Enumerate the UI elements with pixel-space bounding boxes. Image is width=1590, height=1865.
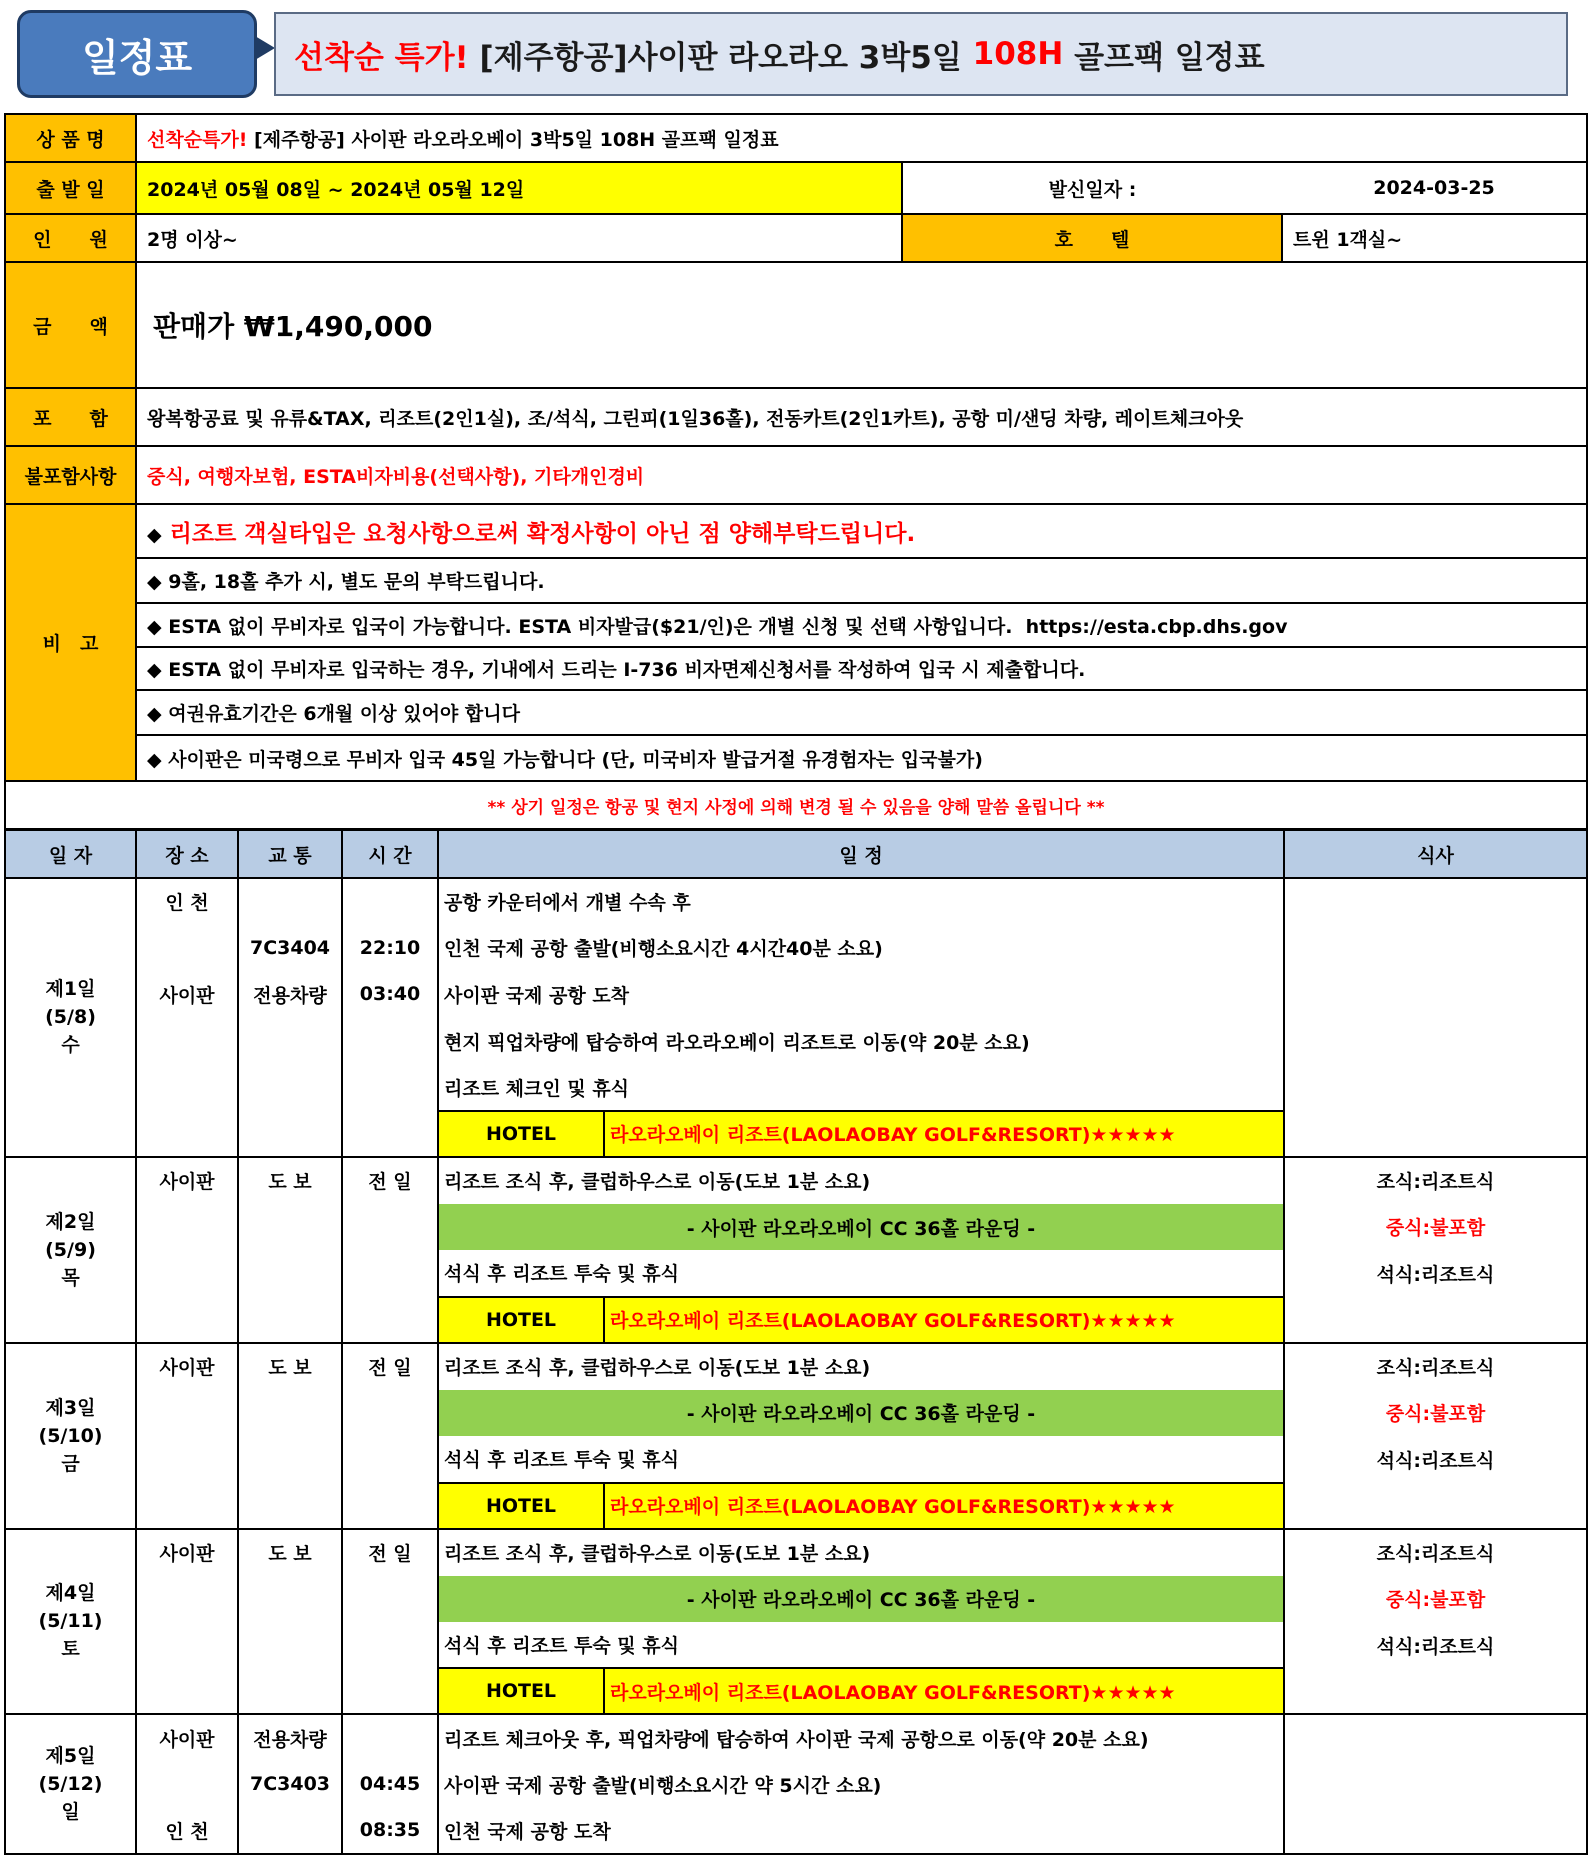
time-cell: 22:10 (342, 925, 438, 972)
meal-dinner: 석식:리조트식 (1284, 1250, 1587, 1297)
hotel-row (5, 1483, 1587, 1529)
golf-round: - 사이판 라오라오베이 CC 36홀 라운딩 - (438, 1204, 1284, 1251)
page-title (274, 12, 1568, 96)
note-item (136, 690, 1587, 735)
col-meal: 식사 (1284, 830, 1587, 878)
issue-value: 2024-03-25 (1282, 162, 1587, 214)
golf-round: - 사이판 라오라오베이 CC 36홀 라운딩 - (438, 1389, 1284, 1436)
meal-breakfast: 조식:리조트식 (1284, 1529, 1587, 1576)
people-value: 2명 이상~ (136, 214, 902, 262)
hotel-row (5, 1297, 1587, 1343)
note-item (136, 558, 1587, 603)
day-date: (5/9) (45, 1238, 96, 1261)
bullet-icon: ◆ (147, 659, 162, 681)
transport-cell: 도 보 (238, 1529, 342, 1576)
note-item (136, 735, 1587, 781)
note-item (136, 504, 1587, 558)
price-row (5, 262, 1587, 388)
transport-cell: 7C3403 (238, 1761, 342, 1808)
depart-value: 2024년 05월 08일 ~ 2024년 05월 12일 (136, 162, 902, 214)
people-label: 인 원 (5, 214, 136, 262)
exclude-label: 불포함사항 (5, 446, 136, 504)
schedule-badge: 일정표 (17, 10, 257, 98)
product-text: [제주항공] 사이판 라오라오베이 3박5일 108H 골프팩 일정표 (247, 128, 779, 151)
product-row (5, 114, 1587, 162)
exclude-row (5, 446, 1587, 504)
meal-cell (1284, 878, 1587, 1157)
note-text: ESTA 없이 무비자로 입국하는 경우, 기내에서 드리는 I-736 비자면제신청서를 작성하여 입국 시 제출합니다. (168, 659, 1086, 681)
itinerary-line: 인천 국제 공항 도착 (438, 1808, 1284, 1855)
note-row (5, 647, 1587, 690)
note-row (5, 504, 1587, 558)
itinerary-line: 리조트 체크인 및 휴식 (438, 1064, 1284, 1111)
include-row (5, 388, 1587, 446)
time-cell: 08:35 (342, 1808, 438, 1855)
disclaimer-row (5, 781, 1587, 829)
table-row (5, 1204, 1587, 1251)
meal-breakfast: 조식:리조트식 (1284, 1157, 1587, 1204)
day-label: 제1일 (45, 978, 96, 1001)
place-cell: 사이판 (136, 971, 238, 1018)
title-highlight: 선착순 특가! (294, 39, 469, 76)
transport-cell: 전용차량 (238, 1714, 342, 1761)
day-weekday: 일 (61, 1801, 80, 1824)
schedule-header-row (5, 830, 1587, 878)
table-row (5, 1575, 1587, 1622)
day-label: 제2일 (45, 1210, 96, 1233)
hotel-value: 트윈 1객실~ (1282, 214, 1587, 262)
table-row (5, 1436, 1587, 1483)
itinerary-line: 석식 후 리조트 투숙 및 휴식 (438, 1436, 1284, 1483)
day-label: 제5일 (45, 1745, 96, 1768)
meal-lunch: 중식:불포함 (1284, 1389, 1587, 1436)
day-date: (5/10) (38, 1424, 103, 1447)
day-label: 제4일 (45, 1582, 96, 1605)
note-text: 사이판은 미국령으로 무비자 입국 45일 가능합니다 (단, 미국비자 발급거절 유경험자는 입국불가) (168, 748, 983, 771)
bullet-icon: ◆ (147, 523, 162, 546)
day-cell (5, 1529, 136, 1715)
price-value: 판매가 ₩1,490,000 (136, 262, 1587, 388)
itinerary-line: 리조트 조식 후, 클럽하우스로 이동(도보 1분 소요) (438, 1529, 1284, 1576)
time-cell: 03:40 (342, 971, 438, 1018)
time-cell: 전 일 (342, 1529, 438, 1576)
col-transport: 교 통 (238, 830, 342, 878)
hotel-tag: HOTEL (438, 1668, 604, 1714)
note-row (5, 603, 1587, 647)
day-cell (5, 1714, 136, 1854)
transport-cell: 도 보 (238, 1343, 342, 1390)
col-time: 시 간 (342, 830, 438, 878)
hotel-tag: HOTEL (438, 1483, 604, 1529)
note-text: 여권유효기간은 6개월 이상 있어야 합니다 (168, 703, 520, 725)
meal-cell (1284, 1714, 1587, 1854)
time-cell: 전 일 (342, 1157, 438, 1204)
title-text-a: [제주항공]사이판 라오라오 3박5일 (468, 39, 973, 76)
hotel-tag: HOTEL (438, 1111, 604, 1157)
bullet-icon: ◆ (147, 571, 162, 593)
transport-cell: 전용차량 (238, 971, 342, 1018)
time-cell: 04:45 (342, 1761, 438, 1808)
meal-breakfast: 조식:리조트식 (1284, 1343, 1587, 1390)
day-date: (5/12) (38, 1773, 103, 1796)
product-highlight: 선착순특가! (147, 128, 248, 151)
place-cell: 사이판 (136, 1343, 238, 1390)
disclaimer: ** 상기 일정은 항공 및 현지 사정에 의해 변경 될 수 있음을 양해 말씀 올립니다 ** (5, 781, 1587, 829)
day-date: (5/8) (45, 1006, 96, 1029)
day-cell (5, 878, 136, 1157)
day-weekday: 목 (61, 1266, 80, 1289)
product-label: 상 품 명 (5, 114, 136, 162)
place-cell: 사이판 (136, 1157, 238, 1204)
product-value (136, 114, 1587, 162)
time-cell: 전 일 (342, 1343, 438, 1390)
table-row (5, 1157, 1587, 1204)
note-text: ESTA 없이 무비자로 입국이 가능합니다. ESTA 비자발급($21/인)은 개별 신청 및 선택 사항입니다. https://esta.cbp.dhs.gov (168, 615, 1288, 638)
meal-dinner: 석식:리조트식 (1284, 1622, 1587, 1669)
include-value: 왕복항공료 및 유류&TAX, 리조트(2인1실), 조/석식, 그린피(1일36홀), 전동카트(2인1카트), 공항 미/샌딩 차량, 레이트체크아웃 (136, 388, 1587, 446)
header (0, 0, 1590, 110)
meal-dinner: 석식:리조트식 (1284, 1436, 1587, 1483)
table-row (5, 878, 1587, 925)
col-itinerary: 일 정 (438, 830, 1284, 878)
place-cell: 인 천 (136, 878, 238, 925)
hotel-name: 라오라오베이 리조트(LAOLAOBAY GOLF&RESORT)★★★★★ (604, 1297, 1284, 1343)
day-cell (5, 1343, 136, 1529)
hotel-tag: HOTEL (438, 1297, 604, 1343)
note-row (5, 558, 1587, 603)
col-date: 일 자 (5, 830, 136, 878)
meal-lunch: 중식:불포함 (1284, 1204, 1587, 1251)
hotel-name: 라오라오베이 리조트(LAOLAOBAY GOLF&RESORT)★★★★★ (604, 1668, 1284, 1714)
day-date: (5/11) (38, 1610, 103, 1633)
itinerary-line: 사이판 국제 공항 출발(비행소요시간 약 5시간 소요) (438, 1761, 1284, 1808)
note-text: 9홀, 18홀 추가 시, 별도 문의 부탁드립니다. (168, 571, 545, 593)
itinerary-line: 리조트 조식 후, 클럽하우스로 이동(도보 1분 소요) (438, 1157, 1284, 1204)
badge-arrow-icon (255, 36, 275, 60)
table-row (5, 1714, 1587, 1761)
note-row (5, 735, 1587, 781)
golf-round: - 사이판 라오라오베이 CC 36홀 라운딩 - (438, 1575, 1284, 1622)
day-weekday: 금 (61, 1452, 80, 1475)
meal-lunch: 중식:불포함 (1284, 1575, 1587, 1622)
people-row (5, 214, 1587, 262)
info-table (4, 113, 1588, 830)
day-weekday: 수 (61, 1034, 80, 1057)
place-cell: 인 천 (136, 1808, 238, 1855)
table-row (5, 1343, 1587, 1390)
note-item (136, 603, 1587, 647)
note-item (136, 647, 1587, 690)
issue-label: 발신일자 : (902, 162, 1282, 214)
place-cell: 사이판 (136, 1714, 238, 1761)
table-row (5, 1529, 1587, 1576)
day-weekday: 토 (61, 1638, 80, 1661)
title-highlight-holes: 108H (972, 36, 1064, 72)
schedule-table (4, 829, 1588, 1855)
itinerary-line: 인천 국제 공항 출발(비행소요시간 4시간40분 소요) (438, 925, 1284, 972)
itinerary-line: 리조트 조식 후, 클럽하우스로 이동(도보 1분 소요) (438, 1343, 1284, 1390)
bullet-icon: ◆ (147, 703, 162, 725)
day-cell (5, 1157, 136, 1343)
hotel-name: 라오라오베이 리조트(LAOLAOBAY GOLF&RESORT)★★★★★ (604, 1483, 1284, 1529)
bullet-icon: ◆ (147, 615, 162, 638)
place-cell: 사이판 (136, 1529, 238, 1576)
transport-cell: 도 보 (238, 1157, 342, 1204)
col-place: 장 소 (136, 830, 238, 878)
price-label: 금 액 (5, 262, 136, 388)
include-label: 포 함 (5, 388, 136, 446)
title-text-b: 골프팩 일정표 (1063, 39, 1265, 76)
table-row (5, 1389, 1587, 1436)
itinerary-line: 리조트 체크아웃 후, 픽업차량에 탑승하여 사이판 국제 공항으로 이동(약 20분 소요) (438, 1714, 1284, 1761)
itinerary-line: 공항 카운터에서 개별 수속 후 (438, 878, 1284, 925)
table-row (5, 1250, 1587, 1297)
depart-label: 출 발 일 (5, 162, 136, 214)
itinerary-line: 현지 픽업차량에 탑승하여 라오라오베이 리조트로 이동(약 20분 소요) (438, 1018, 1284, 1065)
day-label: 제3일 (45, 1396, 96, 1419)
exclude-value: 중식, 여행자보험, ESTA비자비용(선택사항), 기타개인경비 (136, 446, 1587, 504)
itinerary-line: 석식 후 리조트 투숙 및 휴식 (438, 1250, 1284, 1297)
hotel-row (5, 1668, 1587, 1714)
note-text: 리조트 객실타입은 요청사항으로써 확정사항이 아닌 점 양해부탁드립니다. (169, 520, 916, 547)
hotel-label: 호 텔 (902, 214, 1282, 262)
bullet-icon: ◆ (147, 748, 162, 771)
itinerary-line: 사이판 국제 공항 도착 (438, 971, 1284, 1018)
notes-label: 비 고 (5, 504, 136, 781)
note-row (5, 690, 1587, 735)
depart-row (5, 162, 1587, 214)
itinerary-line: 석식 후 리조트 투숙 및 휴식 (438, 1622, 1284, 1669)
hotel-name: 라오라오베이 리조트(LAOLAOBAY GOLF&RESORT)★★★★★ (604, 1111, 1284, 1157)
transport-cell: 7C3404 (238, 925, 342, 972)
table-row (5, 1622, 1587, 1669)
